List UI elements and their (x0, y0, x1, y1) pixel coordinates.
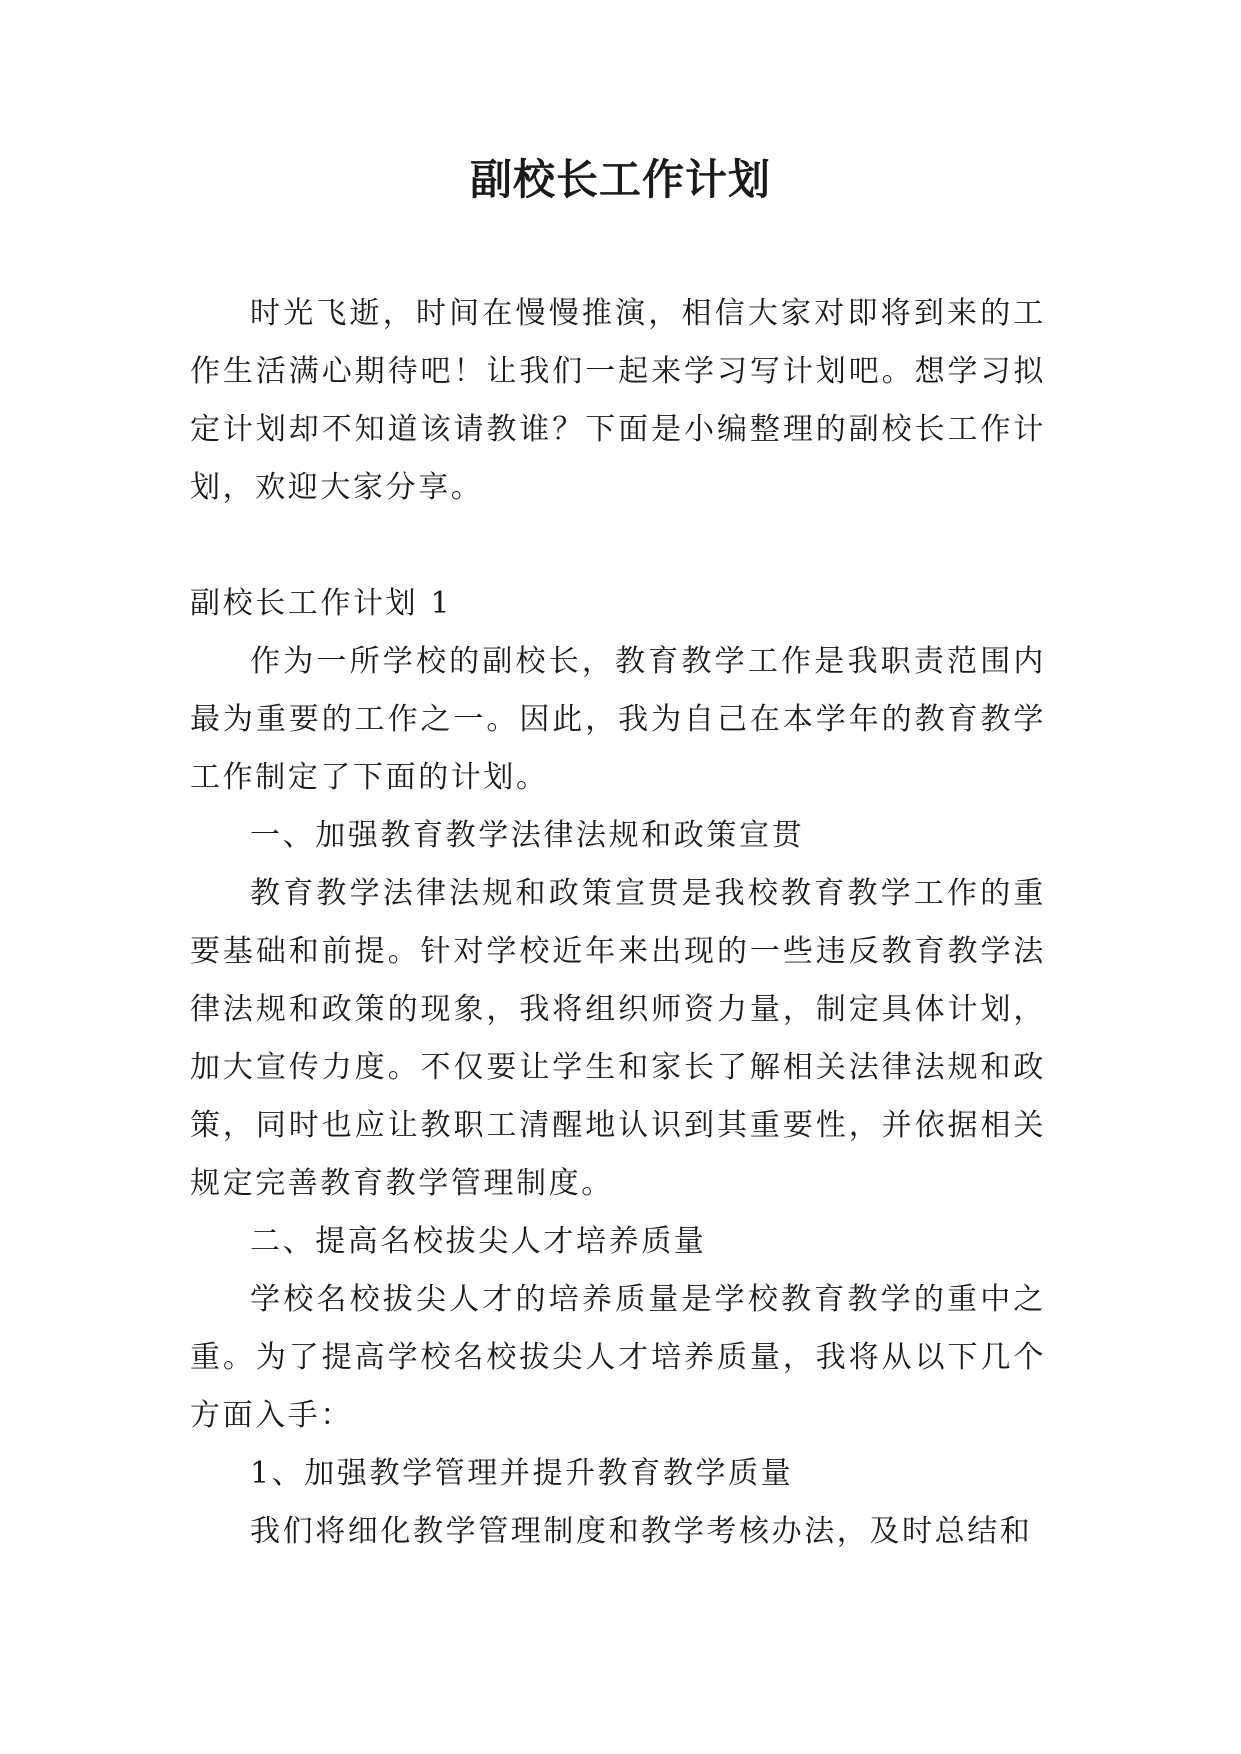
document-title: 副校长工作计划 (469, 155, 771, 204)
intro-paragraph: 时光飞逝，时间在慢慢推演，相信大家对即将到来的工作生活满心期待吧！让我们一起来学习写计划吧。想学习拟定计划却不知道该请教谁？下面是小编整理的副校长工作计划，欢迎大家分享。 (190, 296, 1046, 505)
paragraph: 教育教学法律法规和政策宣贯是我校教育教学工作的重要基础和前提。针对学校近年来出现的一些违反教育教学法律法规和政策的现象，我将组织师资力量，制定具体计划，加大宣传力度。不仅要让学生和家长了解相关法律法规和政策，同时也应让教职工清醒地认识到其重要性，并依据相关规定完善教育教学管理制度。 (190, 876, 1046, 1201)
paragraph: 作为一所学校的副校长，教育教学工作是我职责范围内最为重要的工作之一。因此，我为自己在本学年的教育教学工作制定了下面的计划。 (190, 644, 1046, 795)
subheading-1: 1、加强教学管理并提升教育教学质量 (250, 1456, 794, 1491)
paragraph: 我们将细化教学管理制度和教学考核办法，及时总结和 (250, 1514, 1033, 1549)
heading-1: 一、加强教育教学法律法规和政策宣贯 (250, 818, 805, 853)
document-body (190, 285, 1046, 1561)
section-title: 副校长工作计划 1 (190, 586, 453, 621)
heading-2: 二、提高名校拔尖人才培养质量 (250, 1224, 707, 1259)
paragraph: 学校名校拔尖人才的培养质量是学校教育教学的重中之重。为了提高学校名校拔尖人才培养质量，我将从以下几个方面入手： (190, 1282, 1046, 1433)
paragraph-gap (190, 517, 1046, 575)
